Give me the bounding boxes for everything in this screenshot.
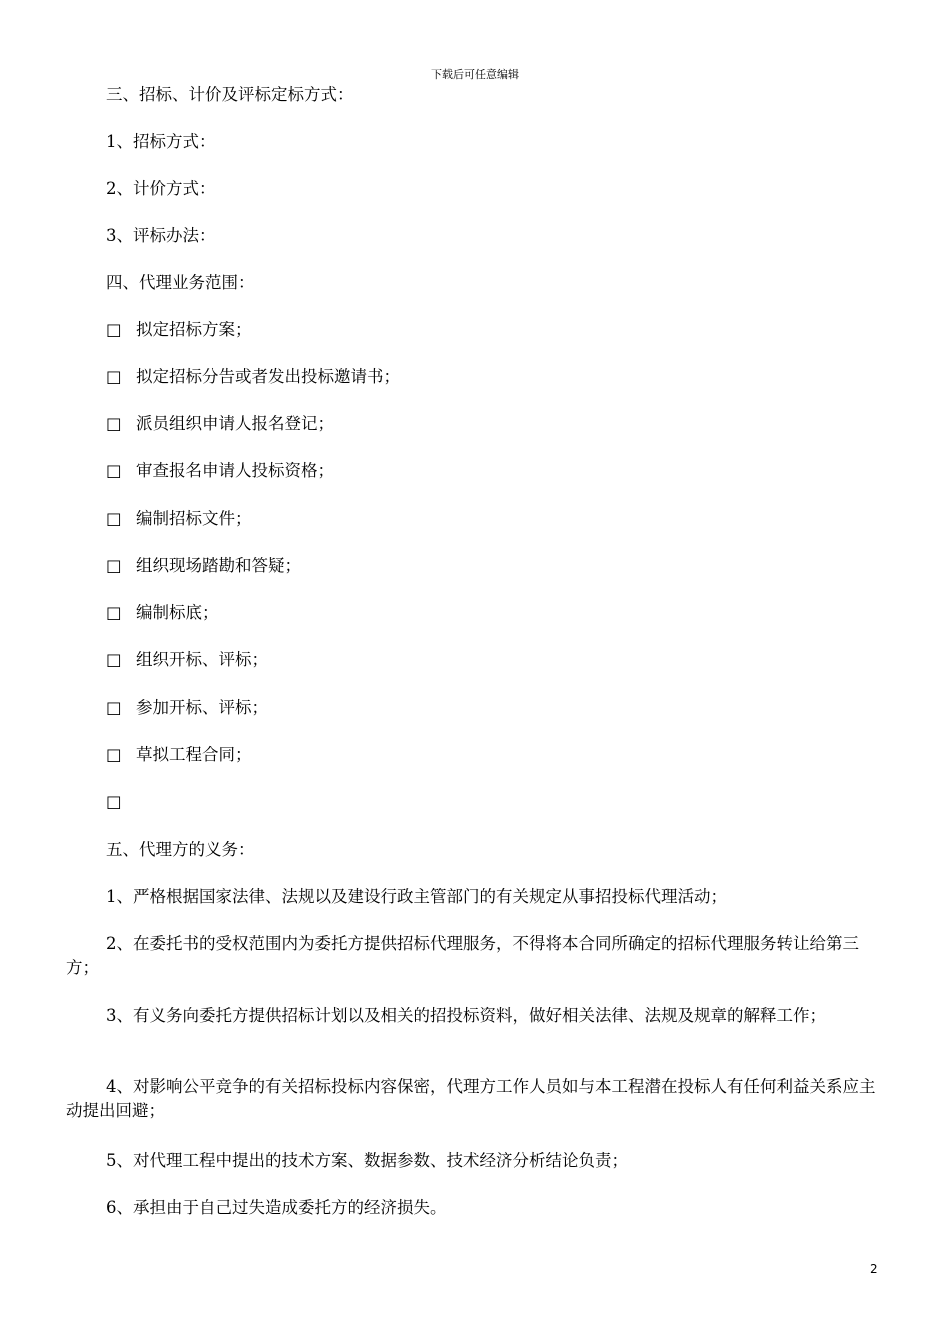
duty-item: 2、在委托书的受权范围内为委托方提供招标代理服务，不得将本合同所确定的招标代理服务转让给第三方；	[66, 934, 859, 977]
checkbox-icon: □	[106, 509, 122, 528]
checkbox-icon: □	[106, 414, 122, 433]
scope-item	[106, 601, 219, 625]
checkbox-icon: □	[106, 461, 122, 480]
scope-item-label: 草拟工程合同；	[136, 745, 252, 764]
scope-item	[106, 648, 268, 672]
scope-item	[106, 507, 252, 531]
checkbox-icon: □	[106, 556, 122, 575]
scope-item	[106, 365, 400, 389]
duty-item: 3、有义务向委托方提供招标计划以及相关的招投标资料，做好相关法律、法规及规章的解释工作；	[106, 1006, 826, 1025]
scope-item	[106, 459, 334, 483]
scope-item	[106, 696, 268, 720]
scope-item-label: 组织现场踏勘和答疑；	[136, 556, 301, 575]
page-number: 2	[870, 1262, 878, 1276]
section3-item-1: 1、招标方式：	[106, 132, 216, 151]
duty-item: 1、严格根据国家法律、法规以及建设行政主管部门的有关规定从事招投标代理活动；	[106, 887, 727, 906]
section3-item-3: 3、评标办法：	[106, 226, 216, 245]
scope-item-label: 派员组织申请人报名登记；	[136, 414, 334, 433]
duty-item: 4、对影响公平竞争的有关招标投标内容保密，代理方工作人员如与本工程潜在投标人有任何利益关系应主动提出回避；	[66, 1077, 876, 1120]
scope-item-label: 审查报名申请人投标资格；	[136, 461, 334, 480]
scope-item	[106, 743, 252, 767]
scope-item-label: 编制招标文件；	[136, 509, 252, 528]
section5-title: 五、代理方的义务：	[106, 840, 255, 859]
checkbox-icon: □	[106, 698, 122, 717]
checkbox-icon: □	[106, 745, 122, 764]
scope-item	[106, 790, 136, 814]
section3-item-2: 2、计价方式：	[106, 179, 216, 198]
checkbox-icon: □	[106, 320, 122, 339]
checkbox-icon: □	[106, 650, 122, 669]
checkbox-icon: □	[106, 603, 122, 622]
scope-item-label: 编制标底；	[136, 603, 219, 622]
scope-item	[106, 318, 252, 342]
scope-item	[106, 412, 334, 436]
scope-item-label: 组织开标、评标；	[136, 650, 268, 669]
duty-item: 6、承担由于自己过失造成委托方的经济损失。	[106, 1198, 447, 1217]
checkbox-icon: □	[106, 367, 122, 386]
scope-item-label: 拟定招标分告或者发出投标邀请书；	[136, 367, 400, 386]
duty-item: 5、对代理工程中提出的技术方案、数据参数、技术经济分析结论负责；	[106, 1151, 628, 1170]
section3-title: 三、招标、计价及评标定标方式：	[106, 85, 354, 104]
scope-item-label: 拟定招标方案；	[136, 320, 252, 339]
section4-title: 四、代理业务范围：	[106, 273, 255, 292]
scope-item-label: 参加开标、评标；	[136, 698, 268, 717]
checkbox-icon: □	[106, 792, 122, 811]
scope-item	[106, 554, 301, 578]
header-note: 下载后可任意编辑	[431, 68, 519, 81]
